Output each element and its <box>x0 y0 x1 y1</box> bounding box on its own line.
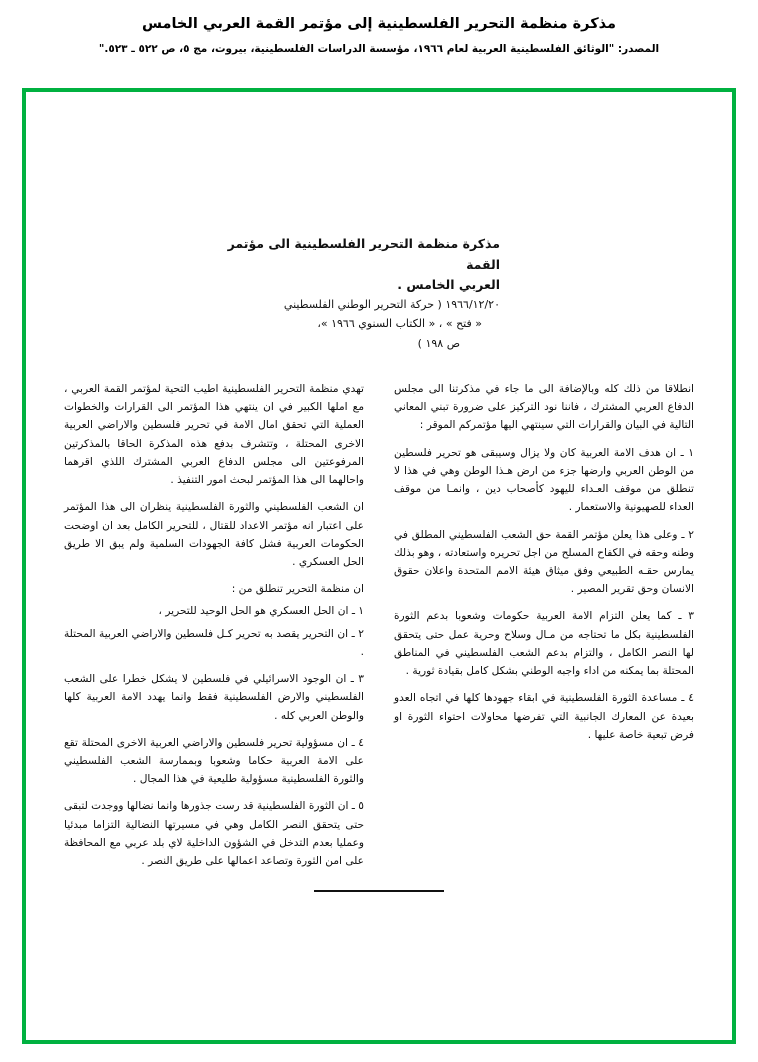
two-column-body <box>64 380 694 879</box>
paragraph: ١ ـ ان هدف الامة العربية كان ولا يزال وسيبقى هو تحرير فلسطين من الوطن العربي وارضها جزء من ارض هـذا الوطن وهي في هذا لا تنطلق من موقف العـداء لليهود كأصحاب دين ، وانمـا من موقف العداء للصهيونية والاستعمار . <box>394 446 694 514</box>
paragraph: ٢ ـ وعلى هذا يعلن مؤتمر القمة حق الشعب الفلسطيني المطلق في وطنه وحقه في الكفاح المسلح من اجل تحريره واستعادته ، وهو بذلك يمارس حقـه الطبيعي وفق ميثاق هيئة الامم المتحدة واعلان حقوق الانسان وحق تقرير المصير . <box>394 528 694 596</box>
document-source-citation: المصدر: "الوثائق الفلسطينية العربية لعام ١٩٦٦، مؤسسة الدراسات الفلسطينية، بيروت، مج ٥، ص ٥٢٢ ـ ٥٢٣." <box>98 43 660 56</box>
paragraph: ٣ ـ ان الوجود الاسرائيلي في فلسطين لا يشكل خطرا على الشعب الفلسطيني والارض الفلسطينية فقط وانما يهدد الامة العربية كلها والوطن العربي كله . <box>64 673 364 722</box>
heading-line-1: مذكرة منظمة التحرير الفلسطينية الى مؤتمر القمة <box>227 236 500 272</box>
paragraph: تهدي منظمة التحرير الفلسطينية اطيب التحية لمؤتمر القمة العربي ، مع املها الكبير في ان ينتهي هذا المؤتمر الى القرارات والخطوات العملية التي تحقق امال الامة في تحرير فلسطين والاراضي العربية الاخرى المحتلة ، وتتشرف بدفع هذه المذكرة الحاقا بالمذكرتين المرفوعتين الى مجلس الدفاع العربي المشترك اللذي اقرهما واحالهما الى هذا المؤتمر لبحث امور التنفيذ . <box>64 383 364 487</box>
paragraph: ٤ ـ ان مسؤولية تحرير فلسطين والاراضي العربية الاخرى المحتلة تقع على الامة العربية حكاما وشعوبا وبممارسة الشعب الفلسطيني والثورة الفلسطينية مسؤولية طليعية في هذا المجال . <box>64 736 364 786</box>
heading-line-2: العربي الخامس . <box>397 277 500 293</box>
paragraph: ٥ ـ ان الثورة الفلسطينية قد رست جذورها وانما نضالها ووجدت لتبقى حتى يتحقق النصر الكامل وهي في مسيرتها النضالية التزاما مبدئيا وعمليا بعدم التدخل في الشؤون الداخلية لاي بلد عربي مع المحافظة على امن الثورة وتصاعد اعمالها على طريق النصر . <box>64 800 364 868</box>
page-header <box>0 0 758 55</box>
document-title: مذكرة منظمة التحرير الفلسطينية إلى مؤتمر القمة العربي الخامس <box>142 16 616 32</box>
document-heading <box>200 234 500 296</box>
left-column <box>64 380 364 879</box>
meta-line-publication: « فتح » ، « الكتاب السنوي ١٩٦٦ »، <box>317 317 482 331</box>
document-meta <box>200 295 500 353</box>
paragraph: ان منظمة التحرير تنطلق من : <box>231 583 364 596</box>
footer-divider-rule <box>26 890 732 892</box>
right-column <box>394 380 694 879</box>
paragraph: ٣ ـ كما يعلن التزام الامة العربية حكومات وشعوبا بدعم الثورة الفلسطينية بكل ما تحتاجه من مـال وسلاح وحرية عمل حتى يتحقق لها النصر الكامل ، والتزام بدعم الشعب الفلسطيني في المناطق المحتلة بما يمكنه من اداء واجبه الوطني بشكل كامل بقيادة ثورية . <box>394 610 694 678</box>
paragraph: انطلاقا من ذلك كله وبالإضافة الى ما جاء في مذكرتنا الى مجلس الدفاع العربي المشترك ، فاننا نود التركيز على ضرورة تبني المعاني التالية في البيان والقرارات التي سينتهي اليها مؤتمركم الموقر : <box>394 383 694 432</box>
paragraph: ١ ـ ان الحل العسكري هو الحل الوحيد للتحرير ، <box>158 605 364 618</box>
scanned-page-content <box>26 92 732 1040</box>
meta-line-date-source: ١٩٦٦/١٢/٢٠ ( حركة التحرير الوطني الفلسطيني <box>283 298 500 311</box>
scanned-page-frame <box>22 88 736 1044</box>
paragraph: ان الشعب الفلسطيني والثورة الفلسطينية ينظران الى هذا المؤتمر على اعتبار انه مؤتمر الاعداد للقتال ، للتحرير الكامل بعد ان اوضحت الحكومات العربية فشل كافة الجهودات السلمية ولم يبق الا طريق الحل العسكري . <box>64 501 364 568</box>
paragraph: ٤ ـ مساعدة الثورة الفلسطينية في ابقاء جهودها كلها في اتجاه العدو بعيدة عن المعارك الجانبية التي تفرضها محاولات احتواء الثورة او فرض تبعية خاصة عليها . <box>394 692 694 741</box>
meta-line-page: ص ١٩٨ ) <box>417 336 460 350</box>
paragraph: ٢ ـ ان التحرير يقصد به تحرير كـل فلسطين والاراضي العربية المحتلة . <box>64 627 364 658</box>
